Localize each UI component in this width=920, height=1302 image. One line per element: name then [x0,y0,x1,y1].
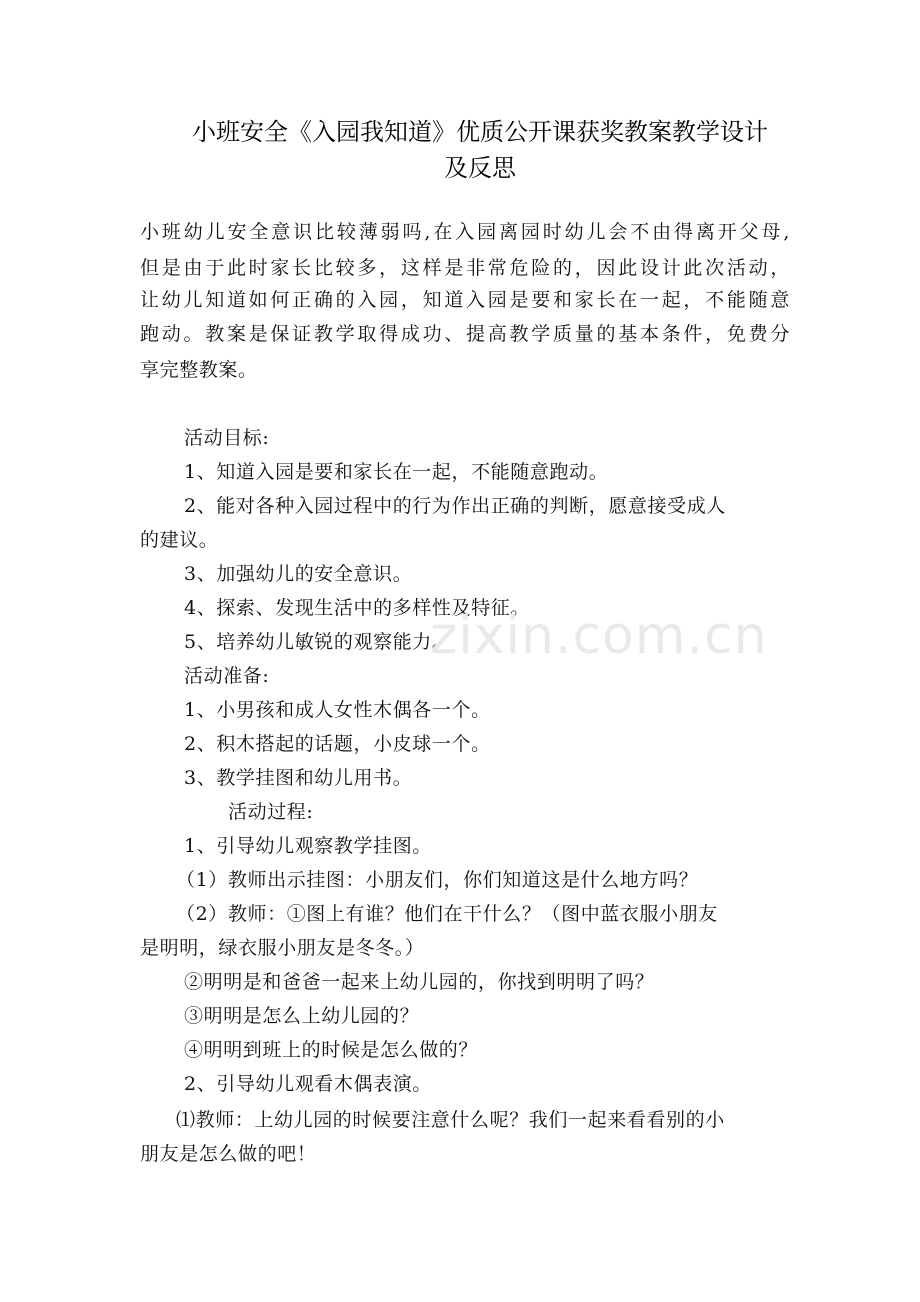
body-line: ②明明是和爸爸一起来上幼儿园的，你找到明明了吗？ [184,971,655,993]
body-line: 朋友是怎么做的吧！ [140,1143,317,1165]
intro-line: 跑动。教案是保证教学取得成功、提高教学质量的基本条件，免费分 [140,323,790,345]
body-line: 1、知道入园是要和家长在一起，不能随意跑动。 [184,461,609,483]
body-line: 3、加强幼儿的安全意识。 [184,563,413,585]
intro-line: 让幼儿知道如何正确的入园，知道入园是要和家长在一起，不能随意 [140,289,790,311]
body-line: 5、培养幼儿敏锐的观察能力。 [184,631,452,653]
body-line: 3、教学挂图和幼儿用书。 [184,767,413,789]
body-line: 1、小男孩和成人女性木偶各一个。 [184,699,491,721]
intro-line: 但是由于此时家长比较多，这样是非常危险的，因此设计此次活动， [140,257,790,279]
body-line: 1、引导幼儿观察教学挂图。 [184,835,432,857]
body-line: 2、积木搭起的话题，小皮球一个。 [184,733,491,755]
body-line: ③明明是怎么上幼儿园的？ [184,1005,420,1027]
body-line: （1）教师出示挂图：小朋友们，你们知道这是什么地方吗？ [176,869,699,891]
title-line-1: 小班安全《入园我知道》优质公开课获奖教案教学设计 [192,118,768,146]
body-line: 2、引导幼儿观看木偶表演。 [184,1073,432,1095]
intro-line: 享完整教案。 [140,359,258,381]
body-line: ④明明到班上的时候是怎么做的？ [184,1039,479,1061]
document-title [150,114,810,186]
body-line: （2）教师：①图上有谁？他们在干什么？（图中蓝衣服小朋友 [176,903,718,925]
body-line: 是明明，绿衣服小朋友是冬冬。） [140,937,425,959]
section-heading-goals: 活动目标: [184,427,270,449]
watermark: zixin.com.cn [430,606,768,666]
section-heading-preparation: 活动准备: [184,665,270,687]
body-line: ⑴教师：上幼儿园的时候要注意什么呢？我们一起来看看别的小 [176,1109,725,1131]
body-line: 2、能对各种入园过程中的行为作出正确的判断，愿意接受成人 [184,495,726,517]
body-line: 4、探索、发现生活中的多样性及特征。 [184,597,530,619]
title-line-2: 及反思 [444,154,516,182]
intro-line: 小班幼儿安全意识比较薄弱吗,在入园离园时幼儿会不由得离开父母, [140,221,790,243]
body-line: 的建议。 [140,529,219,551]
section-heading-process: 活动过程: [228,801,314,823]
